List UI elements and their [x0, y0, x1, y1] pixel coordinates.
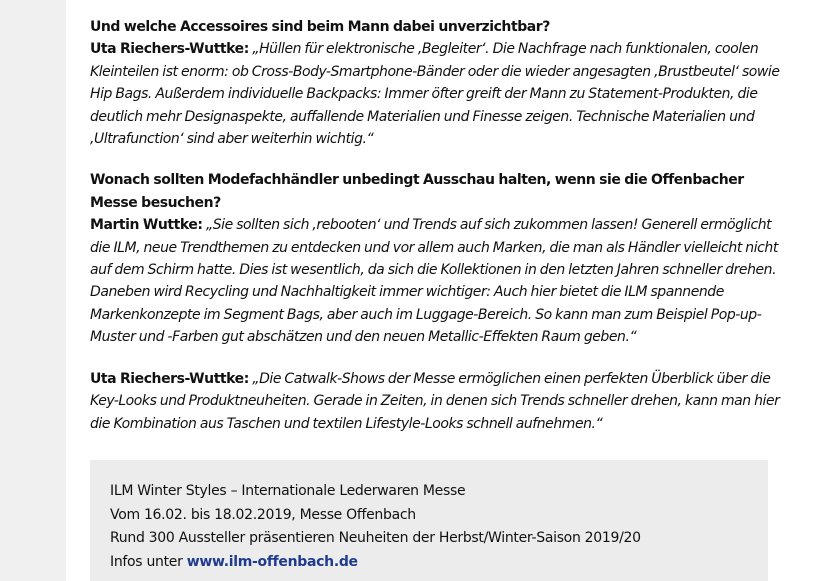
ilm-website-link[interactable]: www.ilm-offenbach.de	[186, 553, 358, 570]
speaker-name: Uta Riechers-Wuttke:	[90, 41, 249, 58]
event-title: ILM Winter Styles – Internationale Lederwaren Messe	[110, 483, 466, 499]
article-content	[90, 16, 780, 454]
interview-answer: „Die Catwalk-Shows der Messe ermöglichen einen perfekten Überblick über die Key-Looks und Produktneuheiten. Gerade in Zeiten, in denen sich Trends schneller drehen, kann man hier die Kombination aus Taschen und textilen Lifestyle-Looks schnell aufnehmen.“	[90, 370, 780, 432]
article-page	[66, 0, 838, 581]
interview-question: Und welche Accessoires sind beim Mann dabei unverzichtbar?	[90, 19, 550, 35]
event-dates: Vom 16.02. bis 18.02.2019, Messe Offenbach	[110, 506, 416, 523]
interview-answer: „Sie sollten sich ‚rebooten‘ und Trends auf sich zukommen lassen! Generell ermöglicht die ILM, neue Trendthemen zu entdecken und vor allem auch Marken, die man als Händler vielleicht nicht auf dem Schirm hatte. Dies ist wesentlich, da sich die Kollektionen in den letzten Jahren schneller drehen. Daneben wird Recycling und Nachhaltigkeit immer wichtiger: Auch hier bietet die ILM spannende Markenkonzepte im Segment Bags, aber auch im Luggage-Bereich. So kann man zum Beispiel Pop-up-Muster und -Farben gut abschätzen und den neuen Metallic-Effekten Raum geben.“	[90, 217, 778, 346]
interview-answer: „Hüllen für elektronische ‚Begleiter‘. Die Nachfrage nach funktionalen, coolen Kleinteilen ist enorm: ob Cross-Body-Smartphone-Bänder oder die wieder angesagten ‚Brustbeutel‘ sowie Hip Bags. Außerdem individuelle Backpacks: Immer öfter greift der Mann zu Statement-Produkten, die deutlich mehr Designaspekte, auffallende Materialien und Finesse zeigen. Technische Materialien und ‚Ultrafunction‘ sind aber weiterhin wichtig.“	[90, 41, 780, 148]
event-info-link-line	[110, 551, 768, 575]
interview-question: Wonach sollten Modefachhändler unbedingt Ausschau halten, wenn sie die Offenbacher Messe besuchen?	[90, 172, 744, 211]
interview-block-accessories	[90, 16, 780, 150]
speaker-name: Uta Riechers-Wuttke:	[90, 370, 249, 387]
interview-block-retailers	[90, 169, 780, 348]
info-prefix: Infos unter	[110, 553, 187, 570]
interview-block-catwalk	[90, 368, 780, 435]
event-exhibitors: Rund 300 Aussteller präsentieren Neuheiten der Herbst/Winter-Saison 2019/20	[110, 530, 641, 546]
event-info-box	[90, 460, 768, 581]
speaker-name: Martin Wuttke:	[90, 217, 203, 234]
